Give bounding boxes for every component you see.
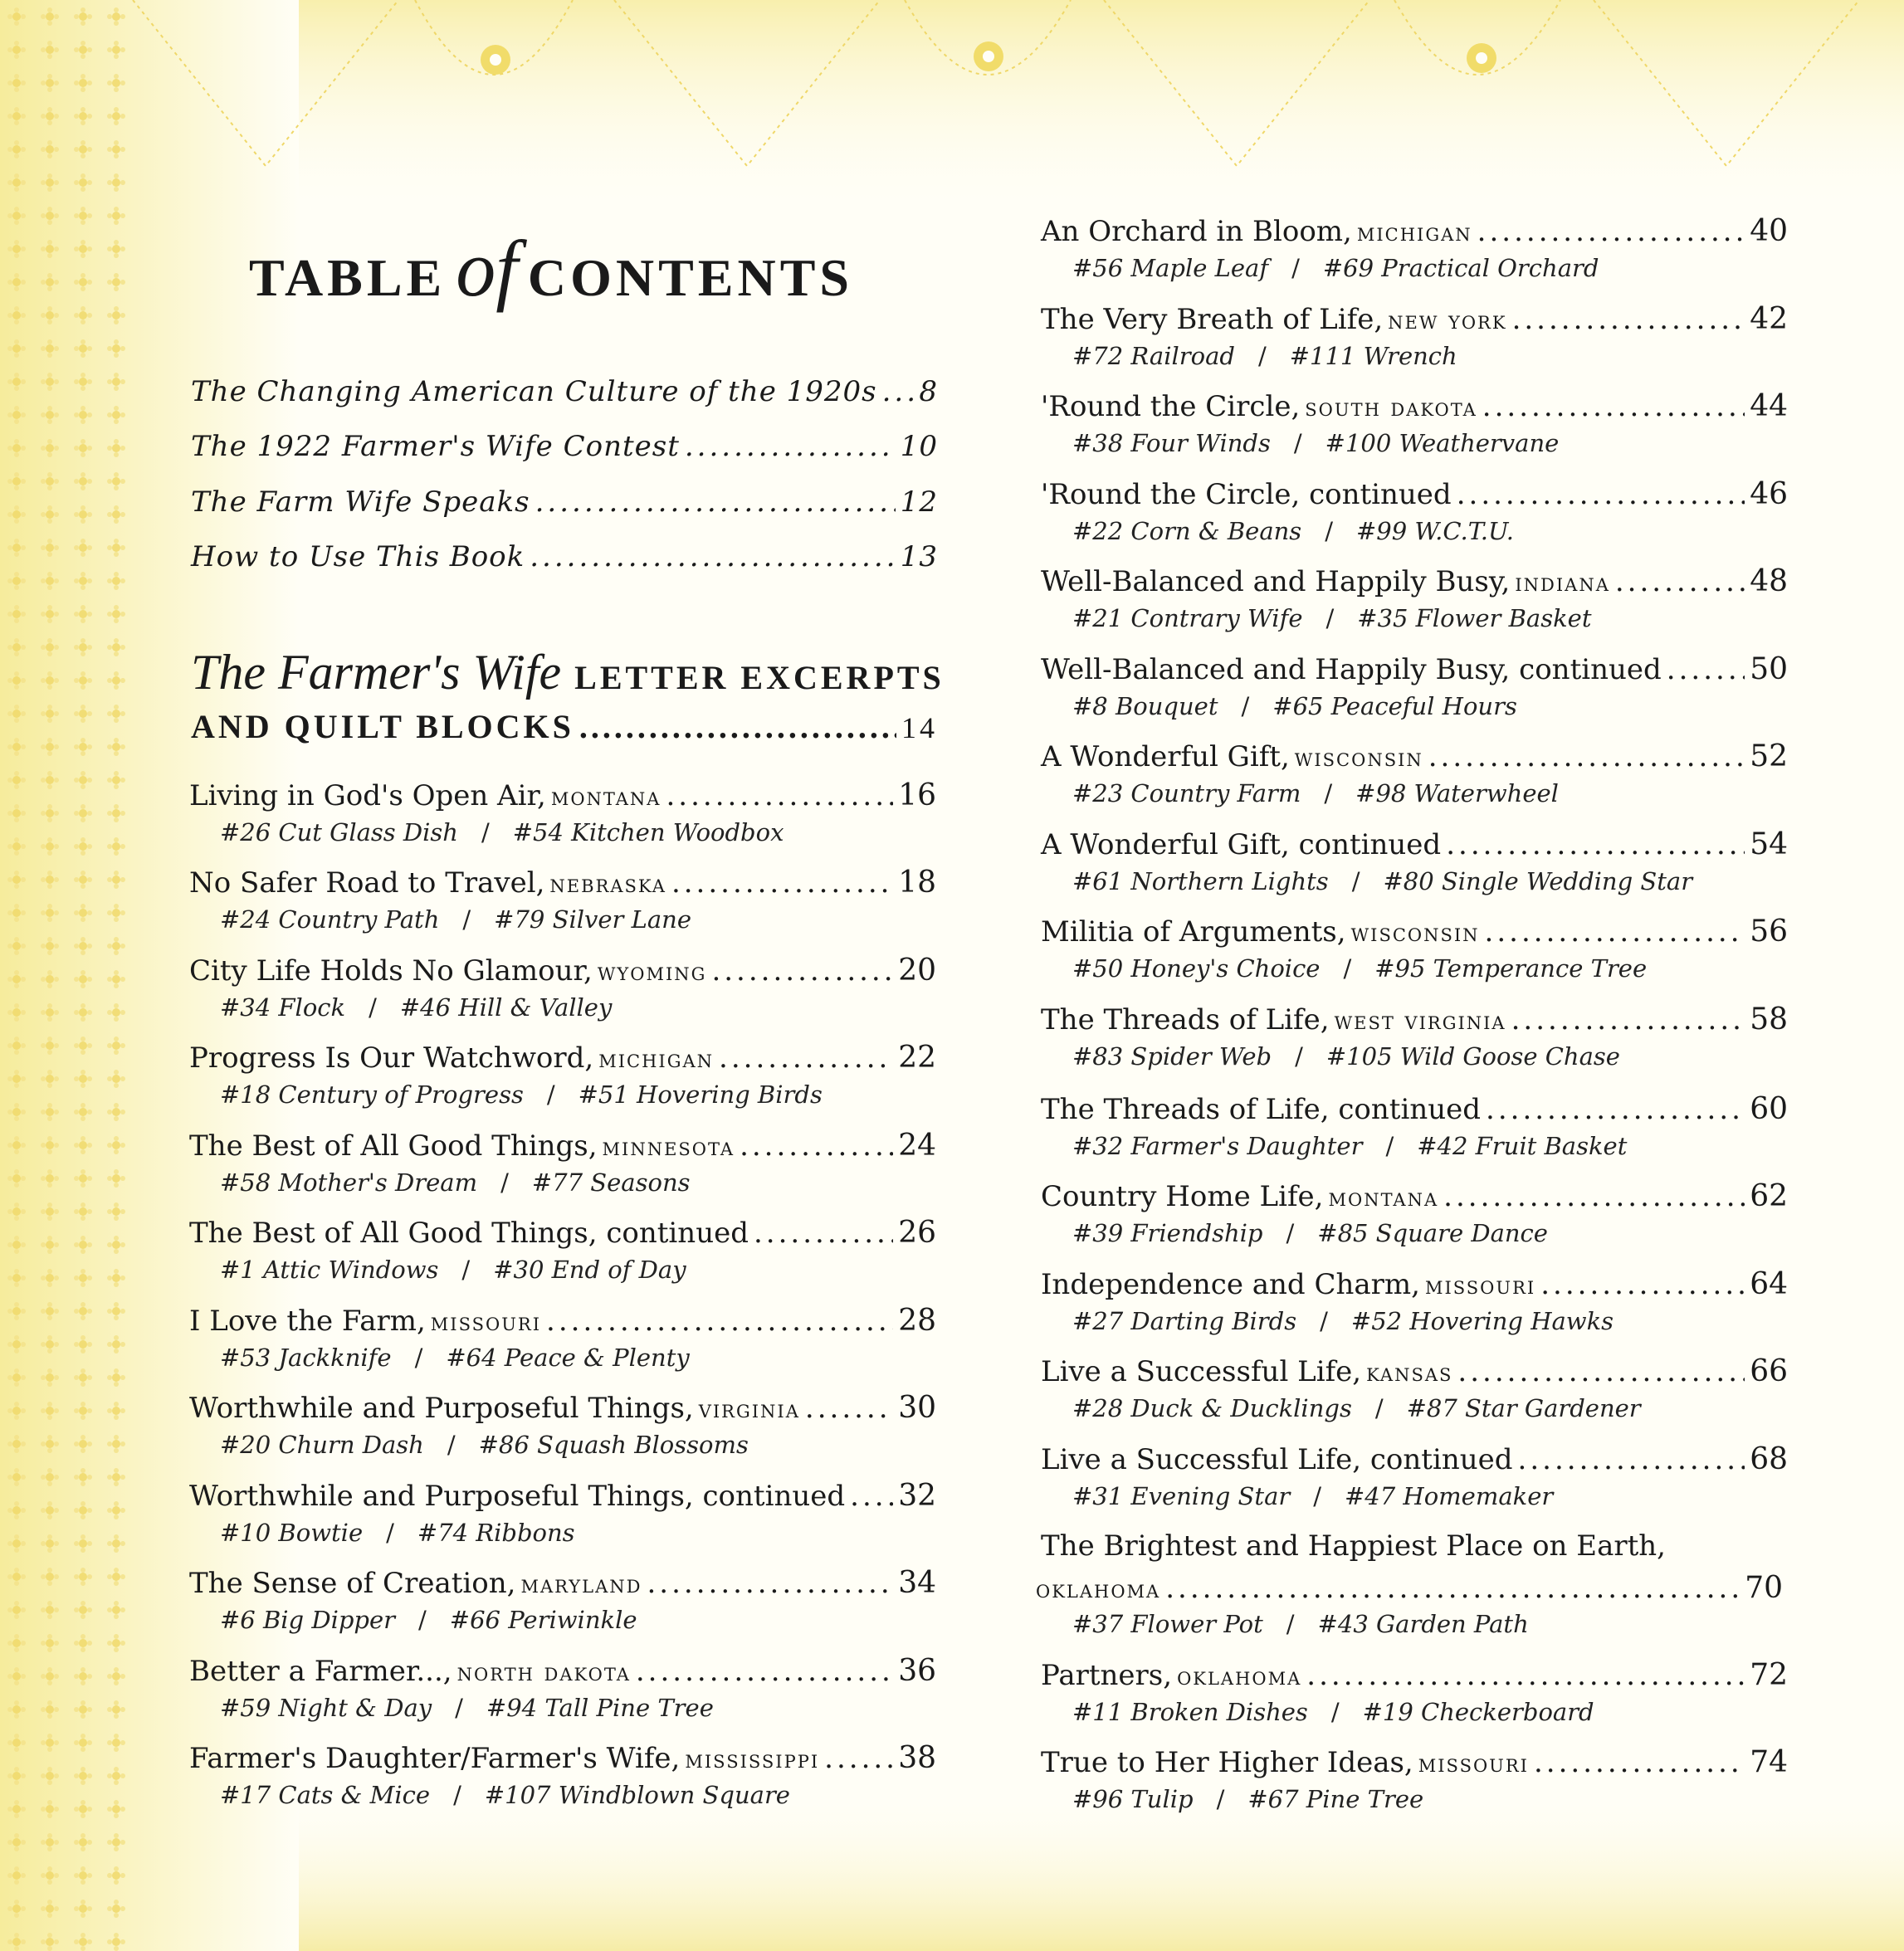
quilt-block: #34 Flock: [220, 993, 346, 1022]
toc-entry[interactable]: [191, 540, 938, 573]
entry-title: How to Use This Book: [191, 540, 525, 573]
quilt-block: #58 Mother's Dream: [220, 1168, 478, 1197]
title-part-1: TABLE: [249, 248, 447, 307]
entry-page: 50: [1750, 652, 1788, 686]
entry-title: The 1922 Farmer's Wife Contest: [191, 430, 680, 463]
entry-state: mississippi: [685, 1745, 820, 1774]
entry-page: 34: [898, 1566, 936, 1600]
toc-entry[interactable]: [191, 485, 938, 519]
quilt-blocks: #11 Broken Dishes / #19 Checkerboard: [1072, 1698, 1594, 1726]
quilt-block: #21 Contrary Wife: [1072, 604, 1303, 632]
entry-title: A Wonderful Gift,: [1041, 740, 1290, 773]
entry-page: 72: [1750, 1658, 1788, 1692]
toc-entry[interactable]: [191, 375, 938, 408]
entry-state: nebraska: [549, 870, 666, 899]
entry-title: Militia of Arguments,: [1041, 915, 1346, 949]
quilt-block: #1 Attic Windows: [220, 1256, 439, 1284]
chapter-entry[interactable]: [1041, 652, 1788, 686]
entry-state: oklahoma: [1036, 1575, 1161, 1604]
entry-title: Live a Successful Life, continued: [1041, 1443, 1513, 1476]
entry-page: 8: [919, 375, 938, 408]
entry-title: The Threads of Life, continued: [1041, 1093, 1482, 1126]
entry-state: montana: [1328, 1183, 1439, 1212]
entry-state: indiana: [1515, 568, 1610, 597]
entry-page: 18: [898, 866, 936, 900]
quilt-block: #61 Northern Lights: [1072, 867, 1329, 895]
title-part-2: CONTENTS: [527, 248, 853, 307]
quilt-block: #20 Churn Dash: [220, 1431, 424, 1459]
entry-page: 60: [1750, 1092, 1788, 1126]
entry-title: The Brightest and Happiest Place on Earth,: [1041, 1529, 1666, 1563]
entry-title: Worthwhile and Purposeful Things, continued: [189, 1480, 846, 1513]
chapter-entry[interactable]: [1041, 1354, 1788, 1388]
entry-state: south dakota: [1305, 393, 1477, 422]
quilt-block: #99 W.C.T.U.: [1355, 517, 1515, 545]
entry-title: Country Home Life,: [1041, 1180, 1324, 1213]
chapter-entry[interactable]: [1041, 1267, 1788, 1301]
chapter-entry[interactable]: [189, 1041, 936, 1075]
entry-page: 68: [1750, 1442, 1788, 1476]
entry-state: wisconsin: [1294, 744, 1423, 773]
entry-title: The Best of All Good Things, continued: [189, 1217, 749, 1250]
quilt-blocks: #17 Cats & Mice / #107 Windblown Square: [220, 1781, 790, 1809]
quilt-blocks: #59 Night & Day / #94 Tall Pine Tree: [220, 1694, 714, 1722]
chapter-entry-title[interactable]: [1041, 1529, 1666, 1563]
quilt-block: #24 Country Path: [220, 905, 440, 934]
chapter-entry[interactable]: [189, 1741, 936, 1775]
quilt-blocks: #53 Jackknife / #64 Peace & Plenty: [220, 1344, 690, 1372]
quilt-block: #54 Kitchen Woodbox: [512, 818, 784, 846]
quilt-blocks: #58 Mother's Dream / #77 Seasons: [220, 1168, 691, 1197]
entry-title: The Best of All Good Things,: [189, 1129, 598, 1163]
entry-state: missouri: [430, 1308, 542, 1337]
quilt-block: #46 Hill & Valley: [399, 993, 613, 1022]
section-caps-2: AND QUILT BLOCKS: [191, 708, 574, 745]
chapter-entry[interactable]: [189, 1479, 936, 1513]
entry-title: Farmer's Daughter/Farmer's Wife,: [189, 1742, 681, 1775]
quilt-block: #66 Periwinkle: [449, 1606, 637, 1634]
quilt-block: #72 Railroad: [1072, 342, 1235, 370]
quilt-block: #43 Garden Path: [1317, 1610, 1529, 1638]
entry-state: michigan: [598, 1045, 715, 1074]
entry-title: Better a Farmer...,: [189, 1655, 452, 1688]
quilt-blocks: #28 Duck & Ducklings / #87 Star Gardener: [1072, 1394, 1641, 1422]
quilt-block: #22 Corn & Beans: [1072, 517, 1302, 545]
quilt-blocks: #31 Evening Star / #47 Homemaker: [1072, 1482, 1554, 1510]
quilt-block: #19 Checkerboard: [1362, 1698, 1594, 1726]
quilt-block: #77 Seasons: [531, 1168, 691, 1197]
entry-page: 64: [1750, 1267, 1788, 1301]
quilt-blocks: #32 Farmer's Daughter / #42 Fruit Basket: [1072, 1132, 1628, 1160]
section-heading: [191, 644, 945, 701]
quilt-block: #27 Darting Birds: [1072, 1307, 1297, 1335]
entry-title: A Wonderful Gift, continued: [1041, 828, 1442, 861]
chapter-entry[interactable]: [1041, 1092, 1788, 1126]
quilt-blocks: #96 Tulip / #67 Pine Tree: [1072, 1785, 1424, 1813]
quilt-blocks: #39 Friendship / #85 Square Dance: [1072, 1219, 1548, 1247]
quilt-block: #52 Hovering Hawks: [1350, 1307, 1614, 1335]
chapter-entry[interactable]: [1041, 214, 1788, 248]
entry-title: City Life Holds No Glamour,: [189, 954, 593, 988]
quilt-block: #69 Practical Orchard: [1322, 254, 1599, 282]
entry-page: 74: [1750, 1745, 1788, 1779]
quilt-block: #67 Pine Tree: [1247, 1785, 1424, 1813]
entry-page: 46: [1750, 477, 1788, 511]
entry-page: 40: [1750, 214, 1788, 248]
entry-title: Progress Is Our Watchword,: [189, 1041, 594, 1075]
entry-title: 'Round the Circle, continued: [1041, 478, 1452, 511]
entry-state: oklahoma: [1177, 1662, 1302, 1691]
quilt-block: #23 Country Farm: [1072, 779, 1301, 807]
quilt-block: #85 Square Dance: [1317, 1219, 1548, 1247]
quilt-blocks: #26 Cut Glass Dish / #54 Kitchen Woodbox: [220, 818, 784, 846]
chapter-entry[interactable]: [1041, 739, 1788, 773]
chapter-entry[interactable]: [189, 1391, 936, 1425]
chapter-entry[interactable]: [189, 954, 936, 988]
chapter-entry[interactable]: [1041, 1179, 1788, 1213]
entry-state: minnesota: [602, 1133, 735, 1162]
quilt-blocks: #27 Darting Birds / #52 Hovering Hawks: [1072, 1307, 1614, 1335]
quilt-blocks: #34 Flock / #46 Hill & Valley: [220, 993, 613, 1022]
quilt-blocks: #50 Honey's Choice / #95 Temperance Tree: [1072, 954, 1648, 983]
entry-page: 26: [898, 1216, 936, 1250]
entry-state: michigan: [1356, 218, 1472, 247]
entry-state: kansas: [1366, 1358, 1453, 1388]
quilt-blocks: #22 Corn & Beans / #99 W.C.T.U.: [1072, 517, 1515, 545]
quilt-block: #107 Windblown Square: [484, 1781, 790, 1809]
quilt-block: #111 Wrench: [1289, 342, 1457, 370]
title-of: of: [456, 224, 518, 313]
quilt-block: #11 Broken Dishes: [1072, 1698, 1308, 1726]
chapter-entry[interactable]: [1041, 477, 1788, 511]
entry-title: True to Her Higher Ideas,: [1041, 1746, 1413, 1779]
entry-page: 52: [1750, 739, 1788, 773]
chapter-entry[interactable]: [1041, 1442, 1788, 1476]
entry-state: virginia: [698, 1395, 800, 1424]
chapter-entry[interactable]: [1041, 827, 1788, 861]
quilt-block: #6 Big Dipper: [220, 1606, 396, 1634]
toc-entry[interactable]: [191, 430, 938, 463]
chapter-entry[interactable]: [1036, 1571, 1783, 1605]
section-italic: The Farmer's Wife: [191, 645, 562, 700]
quilt-blocks: #37 Flower Pot / #43 Garden Path: [1072, 1610, 1529, 1638]
entry-page: 10: [900, 430, 938, 463]
quilt-block: #47 Homemaker: [1345, 1482, 1554, 1510]
quilt-blocks: #61 Northern Lights / #80 Single Wedding Star: [1072, 867, 1693, 895]
quilt-block: #100 Weathervane: [1325, 429, 1560, 457]
entry-title: Well-Balanced and Happily Busy,: [1041, 565, 1511, 598]
quilt-block: #98 Waterwheel: [1355, 779, 1559, 807]
entry-page: 48: [1750, 564, 1788, 598]
entry-page: 38: [898, 1741, 936, 1775]
chapter-entry[interactable]: [1041, 389, 1788, 423]
entry-page: 20: [898, 954, 936, 988]
entry-page: 30: [898, 1391, 936, 1425]
entry-title: Worthwhile and Purposeful Things,: [189, 1392, 694, 1425]
entry-page: 44: [1750, 389, 1788, 423]
quilt-block: #65 Peaceful Hours: [1272, 692, 1517, 720]
entry-page: 56: [1750, 915, 1788, 949]
chapter-entry[interactable]: [1041, 564, 1788, 598]
entry-title: The Farm Wife Speaks: [191, 485, 530, 519]
quilt-blocks: #38 Four Winds / #100 Weathervane: [1072, 429, 1560, 457]
quilt-blocks: #1 Attic Windows / #30 End of Day: [220, 1256, 686, 1284]
entry-title: Partners,: [1041, 1659, 1173, 1692]
entry-page: 42: [1750, 302, 1788, 336]
quilt-blocks: #72 Railroad / #111 Wrench: [1072, 342, 1457, 370]
quilt-block: #32 Farmer's Daughter: [1072, 1132, 1363, 1160]
entry-page: 32: [898, 1479, 936, 1513]
quilt-blocks: #24 Country Path / #79 Silver Lane: [220, 905, 692, 934]
entry-title: The Threads of Life,: [1041, 1003, 1330, 1036]
quilt-blocks: #21 Contrary Wife / #35 Flower Basket: [1072, 604, 1592, 632]
entry-state: wisconsin: [1350, 919, 1480, 948]
entry-title: Well-Balanced and Happily Busy, continued: [1041, 653, 1662, 686]
quilt-block: #51 Hovering Birds: [578, 1080, 823, 1109]
chapter-entry[interactable]: [189, 778, 936, 812]
quilt-block: #53 Jackknife: [220, 1344, 392, 1372]
quilt-block: #74 Ribbons: [417, 1519, 575, 1547]
entry-state: wyoming: [597, 958, 707, 987]
entry-title: 'Round the Circle,: [1041, 390, 1301, 423]
chapter-entry[interactable]: [189, 1129, 936, 1163]
entry-title: The Changing American Culture of the 1920s: [191, 375, 877, 408]
entry-state: montana: [550, 783, 662, 812]
quilt-block: #18 Century of Progress: [220, 1080, 524, 1109]
quilt-block: #17 Cats & Mice: [220, 1781, 431, 1809]
entry-page: 22: [898, 1041, 936, 1075]
quilt-block: #59 Night & Day: [220, 1694, 432, 1722]
chapter-entry[interactable]: [189, 1654, 936, 1688]
quilt-block: #38 Four Winds: [1072, 429, 1271, 457]
quilt-block: #39 Friendship: [1072, 1219, 1263, 1247]
quilt-block: #42 Fruit Basket: [1417, 1132, 1628, 1160]
quilt-block: #26 Cut Glass Dish: [220, 818, 458, 846]
chapter-entry[interactable]: [1041, 915, 1788, 949]
chapter-entry[interactable]: [1041, 1002, 1788, 1036]
entry-page: 13: [900, 540, 938, 573]
quilt-block: #95 Temperance Tree: [1374, 954, 1648, 983]
quilt-blocks: #10 Bowtie / #74 Ribbons: [220, 1519, 575, 1547]
quilt-blocks: #20 Churn Dash / #86 Squash Blossoms: [220, 1431, 749, 1459]
entry-state: maryland: [520, 1570, 642, 1599]
quilt-blocks: #83 Spider Web / #105 Wild Goose Chase: [1072, 1042, 1620, 1071]
entry-page: 54: [1750, 827, 1788, 861]
quilt-block: #79 Silver Lane: [494, 905, 692, 934]
entry-title: I Love the Farm,: [189, 1305, 426, 1338]
chapter-entry[interactable]: [1041, 1658, 1788, 1692]
quilt-block: #94 Tall Pine Tree: [486, 1694, 714, 1722]
quilt-block: #83 Spider Web: [1072, 1042, 1272, 1071]
quilt-block: #50 Honey's Choice: [1072, 954, 1321, 983]
entry-state: west virginia: [1334, 1007, 1506, 1036]
page-title: [249, 222, 853, 315]
quilt-blocks: #6 Big Dipper / #66 Periwinkle: [220, 1606, 637, 1634]
entry-title: Live a Successful Life,: [1041, 1355, 1362, 1388]
quilt-block: #28 Duck & Ducklings: [1072, 1394, 1352, 1422]
entry-page: 16: [898, 778, 936, 812]
chapter-entry[interactable]: [1041, 302, 1788, 336]
entry-state: new york: [1388, 306, 1507, 335]
quilt-block: #8 Bouquet: [1072, 692, 1218, 720]
entry-title: An Orchard in Bloom,: [1041, 215, 1352, 248]
chapter-entry[interactable]: [1041, 1745, 1788, 1779]
quilt-block: #86 Squash Blossoms: [478, 1431, 749, 1459]
entry-title: The Very Breath of Life,: [1041, 303, 1384, 336]
quilt-block: #96 Tulip: [1072, 1785, 1194, 1813]
entry-title: Living in God's Open Air,: [189, 779, 546, 812]
quilt-block: #31 Evening Star: [1072, 1482, 1291, 1510]
quilt-block: #56 Maple Leaf: [1072, 254, 1269, 282]
entry-title: The Sense of Creation,: [189, 1567, 516, 1600]
quilt-block: #37 Flower Pot: [1072, 1610, 1263, 1638]
quilt-blocks: #8 Bouquet / #65 Peaceful Hours: [1072, 692, 1517, 720]
chapter-entry[interactable]: [189, 1304, 936, 1338]
entry-title: No Safer Road to Travel,: [189, 866, 545, 900]
entry-page: 28: [898, 1304, 936, 1338]
quilt-block: #35 Flower Basket: [1357, 604, 1592, 632]
quilt-block: #87 Star Gardener: [1406, 1394, 1641, 1422]
entry-state: missouri: [1418, 1749, 1529, 1778]
quilt-blocks: #56 Maple Leaf / #69 Practical Orchard: [1072, 254, 1599, 282]
quilt-block: #64 Peace & Plenty: [446, 1344, 690, 1372]
entry-page: 12: [900, 485, 938, 519]
section-heading-entry[interactable]: [191, 707, 938, 746]
entry-page: 70: [1745, 1571, 1783, 1605]
quilt-blocks: #23 Country Farm / #98 Waterwheel: [1072, 779, 1559, 807]
quilt-block: #80 Single Wedding Star: [1383, 867, 1693, 895]
entry-title: Independence and Charm,: [1041, 1268, 1420, 1301]
entry-page: 66: [1750, 1354, 1788, 1388]
chapter-entry[interactable]: [189, 1566, 936, 1600]
entry-page: 36: [898, 1654, 936, 1688]
quilt-blocks: #18 Century of Progress / #51 Hovering Birds: [220, 1080, 823, 1109]
section-caps: LETTER EXCERPTS: [574, 659, 945, 696]
entry-page: 14: [901, 711, 938, 744]
chapter-entry[interactable]: [189, 1216, 936, 1250]
entry-page: 58: [1750, 1002, 1788, 1036]
quilt-block: #105 Wild Goose Chase: [1325, 1042, 1620, 1071]
entry-page: 24: [898, 1129, 936, 1163]
quilt-block: #10 Bowtie: [220, 1519, 364, 1547]
quilt-block: #30 End of Day: [493, 1256, 686, 1284]
entry-state: missouri: [1424, 1271, 1536, 1300]
entry-state: north dakota: [456, 1658, 631, 1687]
entry-page: 62: [1750, 1179, 1788, 1213]
chapter-entry[interactable]: [189, 866, 936, 900]
